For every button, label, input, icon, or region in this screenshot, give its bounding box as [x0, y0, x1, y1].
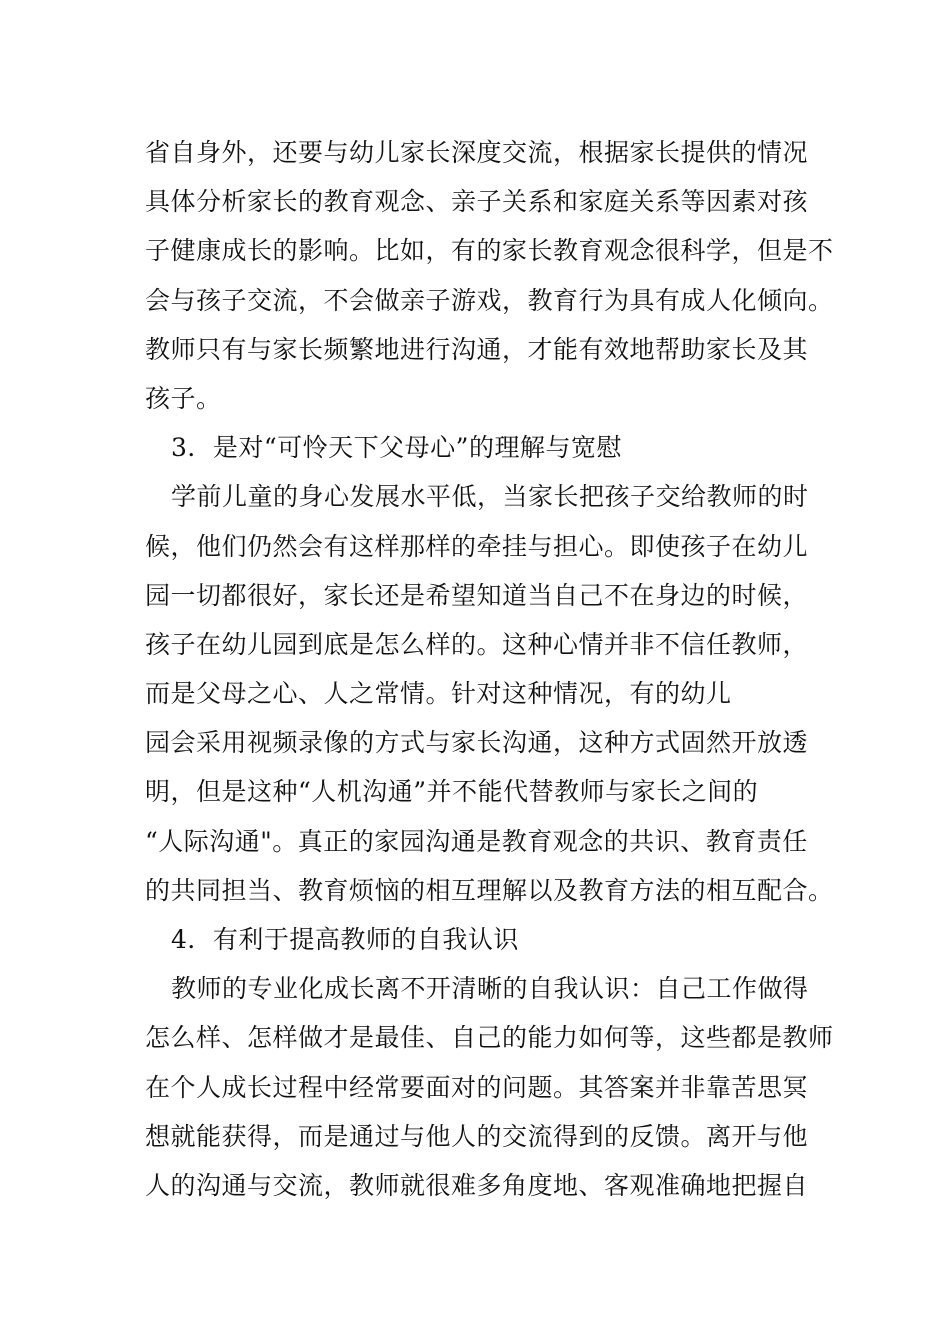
- paragraph-line: 人的沟通与交流，教师就很难多角度地、客观准确地把握自: [145, 1170, 809, 1200]
- paragraph-line: 具体分析家长的教育观念、亲子关系和家庭关系等因素对孩: [145, 187, 809, 217]
- paragraph-line: 候，他们仍然会有这样那样的牵挂与担心。即使孩子在幼儿: [145, 531, 809, 561]
- paragraph-line: 的共同担当、教育烦恼的相互理解以及教育方法的相互配合。: [145, 875, 834, 905]
- paragraph-line: 明，但是这种“人机沟通”并不能代替教师与家长之间的: [145, 777, 759, 807]
- paragraph-line: 子健康成长的影响。比如，有的家长教育观念很科学，但是不: [145, 236, 834, 266]
- paragraph-line: 学前儿童的身心发展水平低，当家长把孩子交给教师的时: [171, 482, 809, 512]
- paragraph-line: 会与孩子交流，不会做亲子游戏，教育行为具有成人化倾向。: [145, 285, 834, 315]
- paragraph-line: 怎么样、怎样做才是最佳、自己的能力如何等，这些都是教师: [145, 1023, 834, 1053]
- paragraph-line: “人际沟通"。真正的家园沟通是教育观念的共识、教育责任: [145, 826, 808, 856]
- paragraph-line: 教师的专业化成长离不开清晰的自我认识：自己工作做得: [171, 974, 809, 1004]
- paragraph-line: 省自身外，还要与幼儿家长深度交流，根据家长提供的情况: [145, 138, 809, 167]
- body-text: [145, 128, 834, 1210]
- paragraph-line: 孩子。: [145, 383, 222, 413]
- paragraph-line: 园一切都很好，家长还是希望知道当自己不在身边的时候，: [145, 580, 809, 610]
- paragraph-line: 园会采用视频录像的方式与家长沟通，这种方式固然开放透: [145, 728, 809, 758]
- paragraph-line: 想就能获得，而是通过与他人的交流得到的反馈。离开与他: [145, 1121, 809, 1151]
- paragraph-line: 在个人成长过程中经常要面对的问题。其答案并非靠苦思冥: [145, 1072, 809, 1102]
- paragraph-line: 孩子在幼儿园到底是怎么样的。这种心情并非不信任教师，: [145, 629, 809, 659]
- section-heading-3: 3．是对“可怜天下父母心”的理解与宽慰: [171, 433, 622, 463]
- paragraph-line: 而是父母之心、人之常情。针对这种情况，有的幼儿: [145, 679, 732, 709]
- section-heading-4: 4．有利于提高教师的自我认识: [171, 925, 519, 954]
- paragraph-line: 教师只有与家长频繁地进行沟通，才能有效地帮助家长及其: [145, 334, 809, 364]
